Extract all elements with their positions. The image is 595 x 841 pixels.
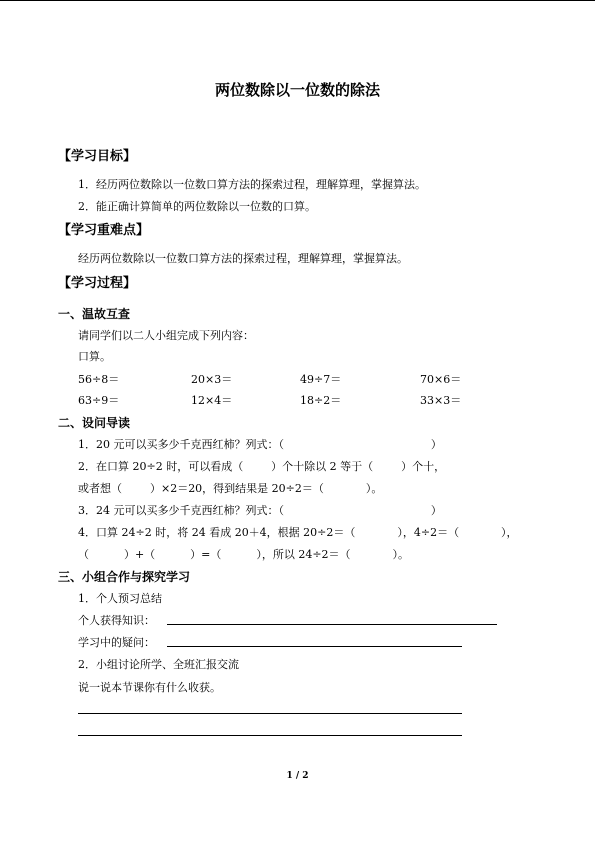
key-points-heading: 【学习重难点】 xyxy=(58,223,150,238)
page-top-border xyxy=(0,0,595,1)
oral-calc-item: 70×6＝ xyxy=(420,373,462,386)
oral-calc-item: 33×3＝ xyxy=(420,394,462,407)
oral-calc-item: 63÷9＝ xyxy=(78,394,120,407)
section1-heading: 一、温故互查 xyxy=(58,307,131,321)
objective-2: 2．能正确计算简单的两位数除以一位数的口算。 xyxy=(78,200,316,213)
section3-heading: 三、小组合作与探究学习 xyxy=(58,570,191,584)
process-heading: 【学习过程】 xyxy=(58,276,137,291)
oral-calc-label: 口算。 xyxy=(78,350,111,363)
oral-calc-item: 49÷7＝ xyxy=(300,373,342,386)
knowledge-answer-line[interactable] xyxy=(167,624,497,625)
harvest-prompt: 说一说本节课你有什么收获。 xyxy=(78,681,221,694)
guide-question-4-cont: （ ）+（ ）=（ ），所以 24÷2＝（ ）。 xyxy=(78,548,409,561)
group-discussion-item: 2．小组讨论所学、全班汇报交流 xyxy=(78,658,239,671)
doubt-answer-line[interactable] xyxy=(167,646,462,647)
doubt-label: 学习中的疑问： xyxy=(78,636,155,649)
oral-calc-item: 12×4＝ xyxy=(191,394,233,407)
oral-calc-item: 18÷2＝ xyxy=(300,394,342,407)
page-title: 两位数除以一位数的除法 xyxy=(214,81,380,99)
guide-question-1: 1．20 元可以买多少千克西红柿？列式：（ ） xyxy=(78,438,442,451)
section2-heading: 二、设问导读 xyxy=(58,416,131,430)
page-number: 1 / 2 xyxy=(286,771,309,781)
guide-question-3: 3．24 元可以买多少千克西红柿？列式：（ ） xyxy=(78,504,442,517)
guide-question-4: 4．口算 24÷2 时，将 24 看成 20＋4，根据 20÷2＝（ ），4÷2＝（ ）， xyxy=(78,526,518,539)
oral-calc-item: 56÷8＝ xyxy=(78,373,120,386)
guide-question-2-cont: 或者想（ ）×2＝20，得到结果是 20÷2＝（ ）。 xyxy=(78,482,383,495)
section1-intro: 请同学们以二人小组完成下列内容： xyxy=(78,329,254,342)
oral-calc-item: 20×3＝ xyxy=(191,373,233,386)
guide-question-2: 2．在口算 20÷2 时，可以看成（ ）个十除以 2 等于（ ）个十， xyxy=(78,460,446,473)
knowledge-label: 个人获得知识： xyxy=(78,614,155,627)
key-points-text: 经历两位数除以一位数口算方法的探索过程，理解算理，掌握算法。 xyxy=(78,252,408,265)
objective-1: 1．经历两位数除以一位数口算方法的探索过程，理解算理，掌握算法。 xyxy=(78,178,426,191)
preview-summary-item: 1．个人预习总结 xyxy=(78,592,162,605)
harvest-answer-line[interactable] xyxy=(78,713,462,714)
harvest-answer-line[interactable] xyxy=(78,735,462,736)
objectives-heading: 【学习目标】 xyxy=(58,149,137,164)
